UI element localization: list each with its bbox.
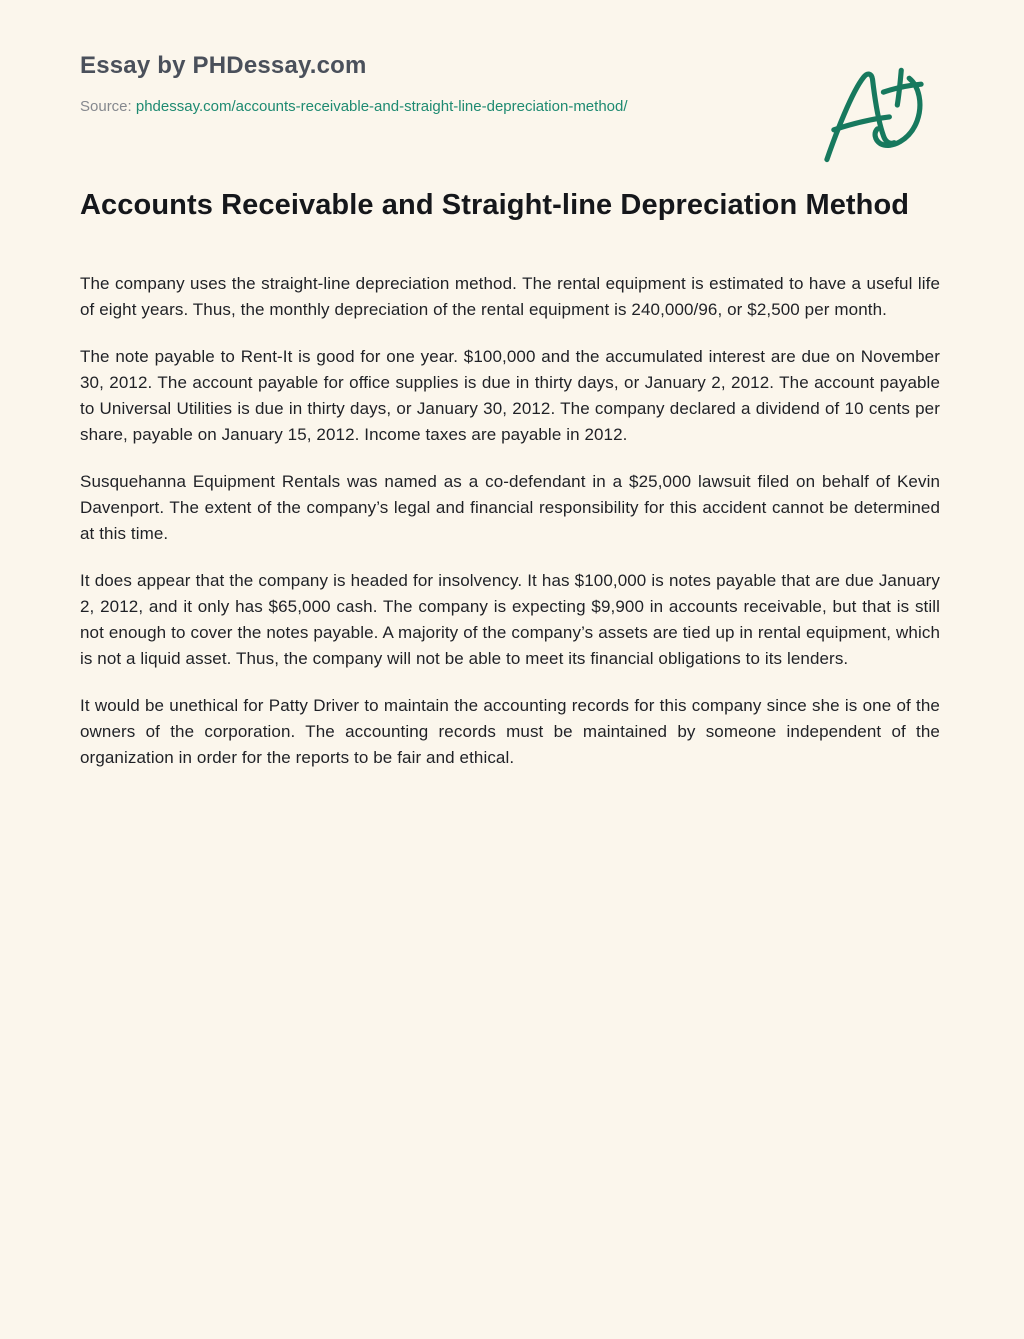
essay-paragraph: It does appear that the company is headed for insolvency. It has $100,000 is notes payable that are due January 2, 2012, and it only has $65,000 cash. The company is expecting $9,900 in accounts receivable, but that is still not enough to cover the notes payable. A majority of the company’s assets are tied up in rental equipment, which is not a liquid asset. Thus, the company will not be able to meet its financial obligations to its lenders. xyxy=(80,571,940,668)
essay-body xyxy=(80,185,940,771)
essay-paragraph: Susquehanna Equipment Rentals was named as a co-defendant in a $25,000 lawsuit filed on behalf of Kevin Davenport. The extent of the company’s legal and financial responsibility for this accident cannot be determined at this time. xyxy=(80,472,940,543)
source-line xyxy=(80,98,940,115)
essay-title: Accounts Receivable and Straight-line Depreciation Method xyxy=(80,189,910,221)
essay-paragraph: It would be unethical for Patty Driver to maintain the accounting records for this company since she is one of the owners of the corporation. The accounting records must be maintained by someone independent of the organization in order for the reports to be fair and ethical. xyxy=(80,696,940,767)
essay-paragraph: The company uses the straight-line depreciation method. The rental equipment is estimated to have a useful life of eight years. Thus, the monthly depreciation of the rental equipment is 240,000/96, or $2,500 per month. xyxy=(80,274,940,319)
page-header xyxy=(80,52,940,115)
source-link[interactable]: phdessay.com/accounts-receivable-and-straight-line-depreciation-method/ xyxy=(135,98,628,115)
site-title: Essay by PHDessay.com xyxy=(80,52,367,79)
essay-paragraph: The note payable to Rent-It is good for one year. $100,000 and the accumulated interest are due on November 30, 2012. The account payable for office supplies is due in thirty days, or January 2, 2012. The account payable to Universal Utilities is due in thirty days, or January 30, 2012. The company declared a dividend of 10 cents per share, payable on January 15, 2012. Income taxes are payable in 2012. xyxy=(80,347,940,444)
essay-paragraphs xyxy=(80,271,940,771)
source-label: Source: xyxy=(80,98,132,115)
phdessay-a-plus-logo-icon xyxy=(816,48,930,166)
